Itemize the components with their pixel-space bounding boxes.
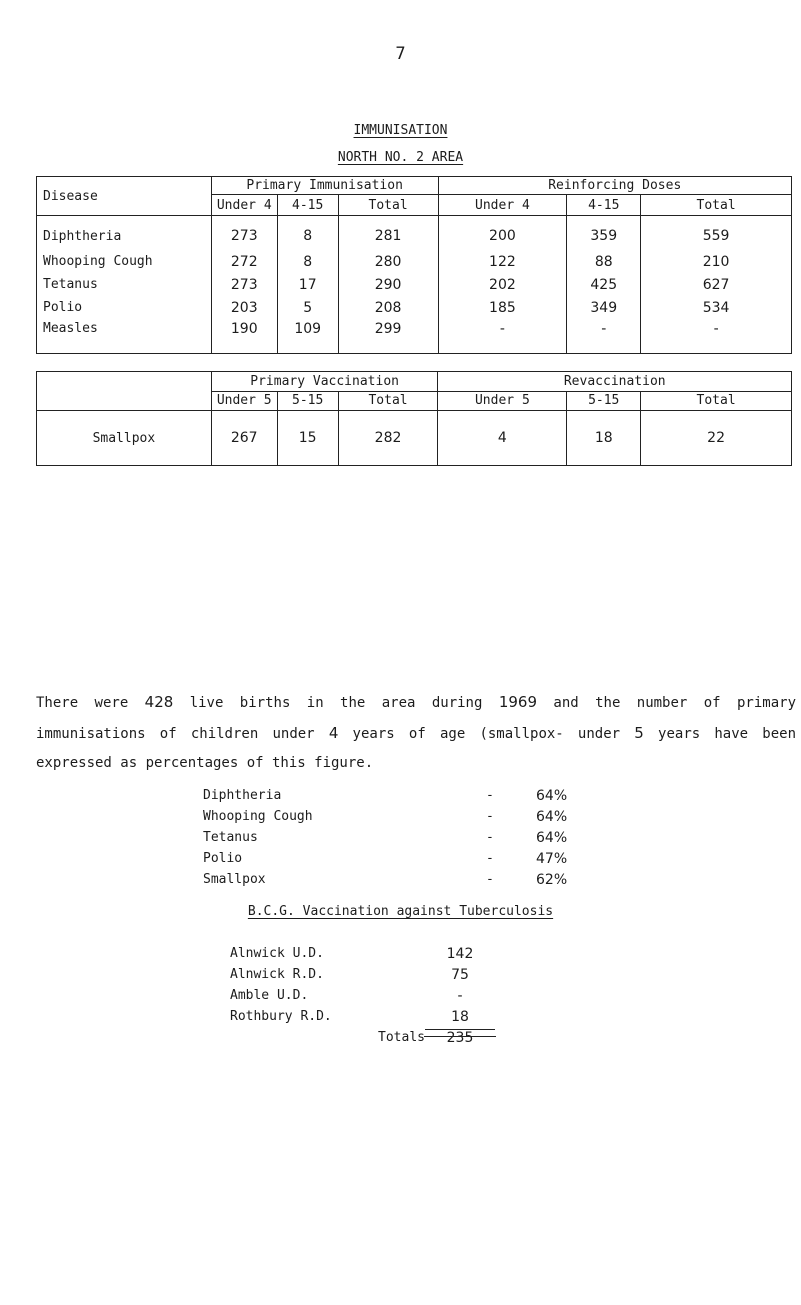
value-cell: 22 (641, 411, 792, 466)
bcg-list (230, 943, 495, 1048)
value-cell: 185 (438, 296, 567, 319)
disease-header: Disease (37, 177, 212, 216)
page-number: 7 (395, 44, 406, 64)
value-cell: 534 (641, 296, 792, 319)
value-cell: 299 (338, 319, 438, 354)
paragraph-text: There were (36, 695, 145, 711)
age-value: 4 (328, 723, 339, 742)
reinforcing-doses-header: Reinforcing Doses (438, 177, 791, 195)
percentage-value: 64% (536, 808, 568, 825)
value-cell: 8 (277, 216, 338, 251)
value-cell: 281 (338, 216, 438, 251)
dash: - (486, 809, 494, 824)
value-cell: 208 (338, 296, 438, 319)
district-value: 142 (446, 945, 474, 962)
list-item (230, 964, 495, 985)
table-row (37, 411, 792, 466)
value-cell: 627 (641, 273, 792, 296)
disease-cell: Smallpox (37, 411, 212, 466)
district-value: 75 (451, 966, 469, 983)
district-name: Alnwick U.D. (230, 946, 324, 961)
percentage-value: 47% (536, 850, 568, 867)
page-subtitle-text: NORTH NO. 2 AREA (337, 150, 464, 165)
subheader-cell: Total (338, 391, 438, 411)
disease-cell: Tetanus (37, 273, 212, 296)
age-value: 5 (634, 723, 644, 742)
table-row (37, 296, 792, 319)
value-cell: 8 (277, 250, 338, 273)
value-cell: 88 (567, 250, 641, 273)
value-cell: 202 (438, 273, 567, 296)
value-cell: 280 (338, 250, 438, 273)
value-cell: - (567, 319, 641, 354)
list-item (230, 1006, 495, 1027)
percentages-list (203, 785, 567, 890)
list-item (203, 869, 567, 890)
value-cell: - (438, 319, 567, 354)
value-cell: 267 (211, 411, 277, 466)
subheader-cell: Under 5 (438, 391, 567, 411)
subheader-cell: 5-15 (567, 391, 641, 411)
primary-immunisation-header: Primary Immunisation (211, 177, 438, 195)
dash: - (486, 851, 494, 866)
percentage-label: Tetanus (203, 830, 258, 845)
value-cell: 4 (438, 411, 567, 466)
totals-value: 235 (425, 1029, 495, 1046)
vaccination-table (36, 371, 792, 466)
subheader-cell: 4-15 (567, 195, 641, 216)
subheader-cell: 4-15 (277, 195, 338, 216)
value-cell: 122 (438, 250, 567, 273)
year-value: 1969 (498, 693, 537, 711)
live-births-count: 428 (144, 693, 174, 711)
percentage-value: 64% (536, 829, 568, 846)
bcg-section-title-text: B.C.G. Vaccination against Tuberculosis (247, 904, 554, 919)
list-item (203, 827, 567, 848)
explanatory-paragraph (36, 688, 796, 779)
value-cell: 17 (277, 273, 338, 296)
percentage-value: 62% (536, 871, 568, 888)
value-cell: - (641, 319, 792, 354)
value-cell: 109 (277, 319, 338, 354)
subheader-cell: 5-15 (277, 391, 338, 411)
page-title-text: IMMUNISATION (353, 123, 448, 138)
district-name: Amble U.D. (230, 988, 309, 1003)
value-cell: 349 (567, 296, 641, 319)
district-name: Rothbury R.D. (230, 1009, 332, 1024)
disease-cell: Diphtheria (37, 216, 212, 251)
percentage-label: Polio (203, 851, 243, 866)
table-row (37, 250, 792, 273)
totals-label: Totals (378, 1030, 425, 1045)
table-row (37, 216, 792, 251)
subheader-cell: Under 5 (211, 391, 277, 411)
disease-cell: Polio (37, 296, 212, 319)
percentage-label: Smallpox (203, 872, 266, 887)
value-cell: 290 (338, 273, 438, 296)
disease-cell: Whooping Cough (37, 250, 212, 273)
value-cell: 273 (211, 216, 277, 251)
percentage-label: Whooping Cough (203, 809, 313, 824)
value-cell: 15 (277, 411, 338, 466)
value-cell: 210 (641, 250, 792, 273)
revaccination-header: Revaccination (438, 372, 792, 392)
totals-row (230, 1027, 495, 1048)
value-cell: 5 (277, 296, 338, 319)
dash: - (486, 788, 494, 803)
bcg-section-title (0, 904, 801, 919)
page-subtitle (0, 150, 801, 165)
totals-double-underline (424, 1036, 496, 1037)
district-value: 18 (451, 1008, 469, 1025)
subheader-cell: Total (641, 195, 792, 216)
table-row (37, 273, 792, 296)
list-item (203, 848, 567, 869)
dash: - (486, 872, 494, 887)
blank-header-cell (37, 372, 212, 411)
subheader-cell: Under 4 (211, 195, 277, 216)
table-row (37, 319, 792, 354)
subheader-cell: Total (641, 391, 792, 411)
list-item (203, 806, 567, 827)
immunisation-table (36, 176, 792, 354)
list-item (230, 943, 495, 964)
page-title (0, 123, 801, 138)
dash: - (486, 830, 494, 845)
percentage-label: Diphtheria (203, 788, 282, 803)
value-cell: 203 (211, 296, 277, 319)
subheader-cell: Under 4 (438, 195, 567, 216)
paragraph-text: live births in the area during (173, 695, 499, 711)
paragraph-text: years have been expressed as percentages of this figure. (36, 725, 797, 771)
paragraph-text: and the number of primary immunisations of children under (36, 695, 796, 742)
list-item (230, 985, 495, 1006)
value-cell: 18 (567, 411, 641, 466)
disease-cell: Measles (37, 319, 212, 354)
district-name: Alnwick R.D. (230, 967, 324, 982)
value-cell: 190 (211, 319, 277, 354)
value-cell: 273 (211, 273, 277, 296)
primary-vaccination-header: Primary Vaccination (211, 372, 438, 392)
paragraph-text: years of age (smallpox- under (338, 725, 635, 742)
percentage-value: 64% (536, 787, 568, 804)
value-cell: 282 (338, 411, 438, 466)
subheader-cell: Total (338, 195, 438, 216)
value-cell: 559 (641, 216, 792, 251)
value-cell: 425 (567, 273, 641, 296)
value-cell: 359 (567, 216, 641, 251)
district-value: - (457, 987, 463, 1004)
value-cell: 200 (438, 216, 567, 251)
value-cell: 272 (211, 250, 277, 273)
list-item (203, 785, 567, 806)
